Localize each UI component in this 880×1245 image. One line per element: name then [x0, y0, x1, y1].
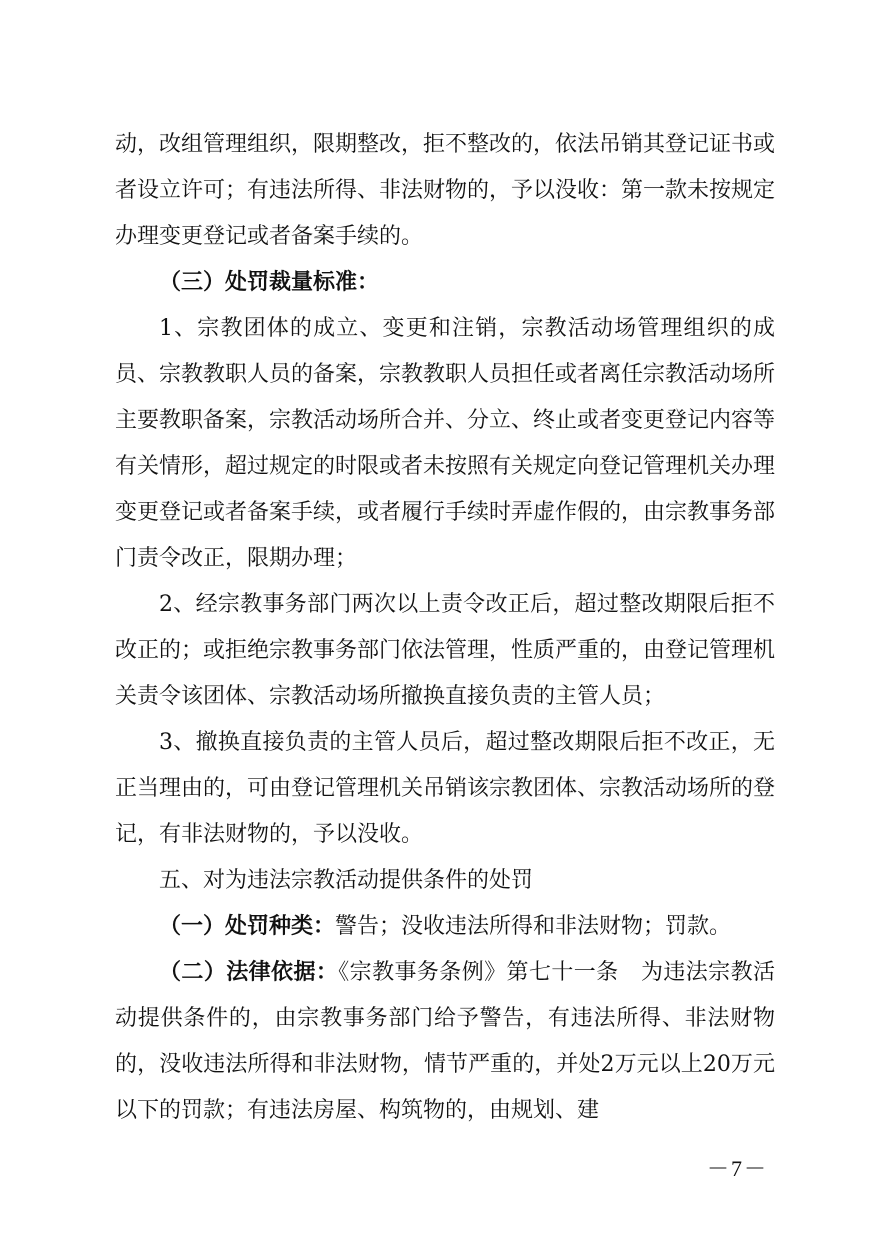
- paragraph-text: 《宗教事务条例》第七十一条 为违法宗教活动提供条件的，由宗教事务部门给予警告，有违法所得、非法财物的，没收违法所得和非法财物，情节严重的，并处2万元以上20万元以下的罚款；有违法房屋、构筑物的，由规划、建: [115, 960, 775, 1123]
- paragraph-text: 警告；没收违法所得和非法财物；罚款。: [335, 914, 732, 939]
- paragraph-item-1: [115, 306, 775, 582]
- paragraph-text: 3、撤换直接负责的主管人员后，超过整改期限后拒不改正，无正当理由的，可由登记管理机关吊销该宗教团体、宗教活动场所的登记，有非法财物的，予以没收。: [115, 730, 776, 847]
- paragraph-lead: （一）处罚种类：: [159, 914, 336, 939]
- paragraph-item-2: [115, 582, 775, 720]
- paragraph-penalty-type: [115, 904, 775, 950]
- section-heading-discretion-standard: [115, 260, 775, 306]
- paragraph-lead: （三）处罚裁量标准：: [159, 270, 380, 295]
- paragraph-continuation: [115, 122, 775, 260]
- paragraph-text: 2、经宗教事务部门两次以上责令改正后，超过整改期限后拒不改正的；或拒绝宗教事务部门依法管理，性质严重的，由登记管理机关责令该团体、宗教活动场所撤换直接负责的主管人员；: [115, 592, 776, 709]
- section-heading-five: [115, 858, 775, 904]
- paragraph-text: 动，改组管理组织，限期整改，拒不整改的，依法吊销其登记证书或者设立许可；有违法所得、非法财物的，予以没收：第一款未按规定办理变更登记或者备案手续的。: [115, 132, 776, 249]
- page-number: －7－: [706, 1156, 768, 1181]
- paragraph-item-3: [115, 720, 775, 858]
- paragraph-text: 1、宗教团体的成立、变更和注销，宗教活动场管理组织的成员、宗教教职人员的备案，宗教教职人员担任或者离任宗教活动场所主要教职备案，宗教活动场所合并、分立、终止或者变更登记内容等有关情形，超过规定的时限或者未按照有关规定向登记管理机关办理变更登记或者备案手续，或者履行手续时弄虚作假的，由宗教事务部门责令改正，限期办理；: [115, 316, 776, 571]
- paragraph-lead: （二）法律依据：: [159, 960, 339, 985]
- document-body: [115, 122, 775, 1134]
- section-title: 五、对为违法宗教活动提供条件的处罚: [159, 868, 534, 893]
- paragraph-legal-basis: [115, 950, 775, 1134]
